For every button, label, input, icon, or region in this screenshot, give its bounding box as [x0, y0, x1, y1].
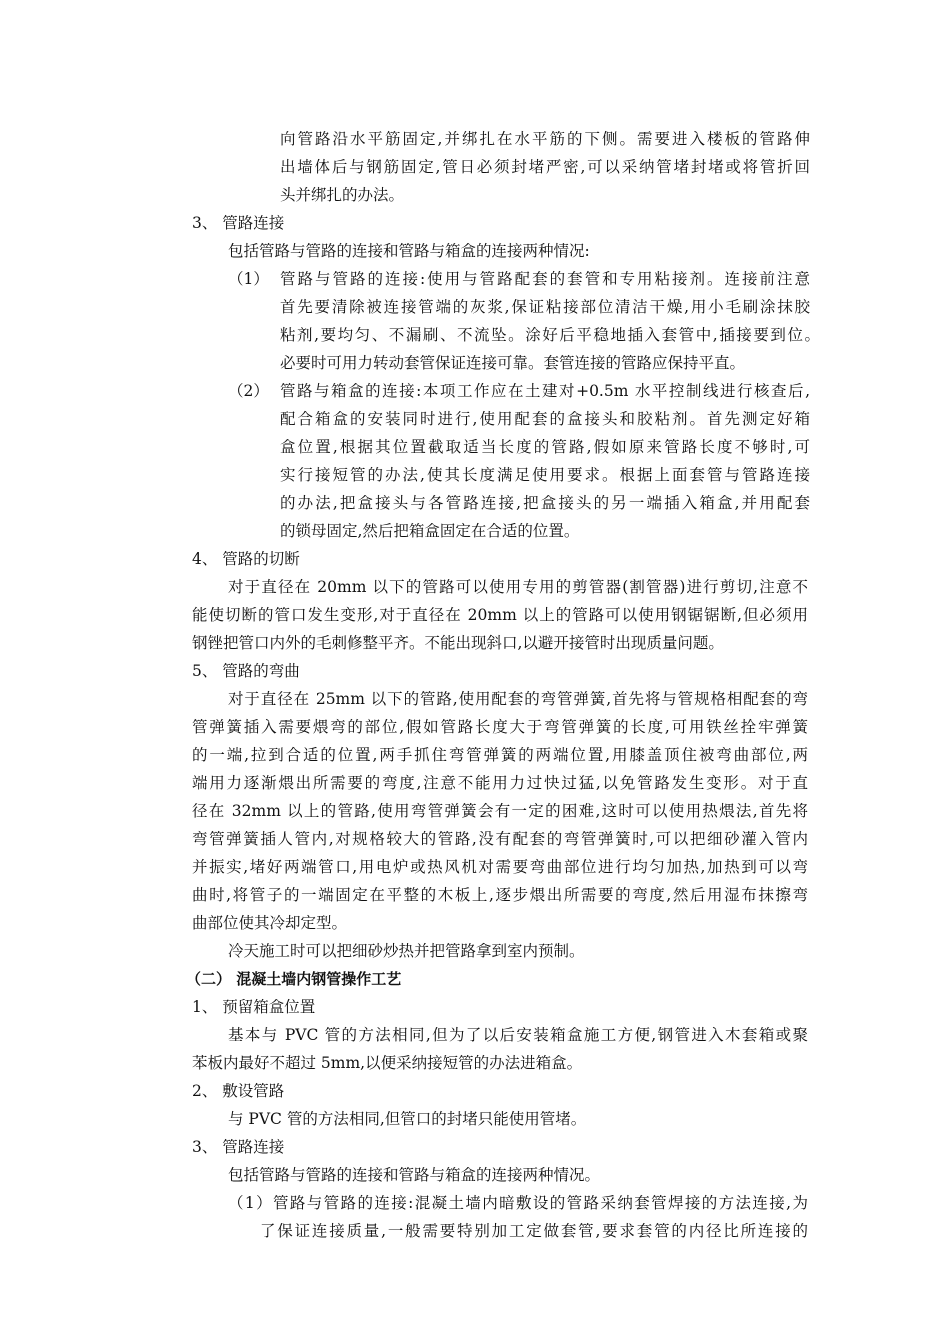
text-line: 弯管弹簧插人管内,对规格较大的管路,没有配套的弯管弹簧时,可以把细砂灌入管内 — [192, 830, 808, 848]
text-line: 冷天施工时可以把细砂炒热并把管路拿到室内预制。 — [228, 942, 585, 960]
text-line: 首先要清除被连接管端的灰浆,保证粘接部位清洁干燥,用小毛刷涂抹胶 — [280, 298, 810, 316]
text-line: 盒位置,根据其位置截取适当长度的管路,假如原来管路长度不够时,可 — [280, 438, 810, 456]
text-line: 实行接短管的办法,使其长度满足使用要求。根据上面套管与管路连接 — [280, 466, 810, 484]
text-line: 管弹簧插入需要煨弯的部位,假如管路长度大于弯管弹簧的长度,可用铁丝拴牢弹簧 — [192, 718, 808, 736]
text-line: 粘剂,要均匀、不漏刷、不流坠。涂好后平稳地插入套管中,插接要到位。 — [280, 326, 820, 344]
text-line: 径在 32mm 以上的管路,使用弯管弹簧会有一定的困难,这时可以使用热煨法,首先将 — [192, 802, 808, 820]
text-line: 苯板内最好不超过 5mm,以便采纳接短管的办法进箱盒。 — [192, 1054, 583, 1072]
text-line: 配合箱盒的安装同时进行,使用配套的盒接头和胶粘剂。首先测定好箱 — [280, 410, 810, 428]
chapter-heading: （二） 混凝土墙内钢管操作工艺 — [186, 970, 402, 988]
text-line: 能使切断的管口发生变形,对于直径在 20mm 以上的管路可以使用钢锯锯断,但必须用 — [192, 606, 808, 624]
section-heading: 4、 管路的切断 — [192, 550, 300, 568]
text-line: 并振实,堵好两端管口,用电炉或热风机对需要弯曲部位进行均匀加热,加热到可以弯 — [192, 858, 808, 876]
text-line: 了保证连接质量,一般需要特别加工定做套管,要求套管的内径比所连接的 — [260, 1222, 808, 1240]
section-heading: 3、 管路连接 — [192, 1138, 285, 1156]
text-line: 对于直径在 20mm 以下的管路可以使用专用的剪管器(割管器)进行剪切,注意不 — [228, 578, 808, 596]
text-line: 的办法,把盒接头与各管路连接,把盒接头的另一端插入箱盒,并用配套 — [280, 494, 810, 512]
section-heading: 2、 敷设管路 — [192, 1082, 285, 1100]
text-line: （1）管路与管路的连接:混凝土墙内暗敷设的管路采纳套管焊接的方法连接,为 — [228, 1194, 808, 1212]
text-line: 管路与管路的连接:使用与管路配套的套管和专用粘接剂。连接前注意 — [280, 270, 810, 288]
text-line: 曲时,将管子的一端固定在平整的木板上,逐步煨出所需要的弯度,然后用湿布抹擦弯 — [192, 886, 808, 904]
text-line: 的锁母固定,然后把箱盒固定在合适的位置。 — [280, 522, 580, 540]
text-line: 曲部位使其冷却定型。 — [192, 914, 348, 932]
text-line: 出墙体后与钢筋固定,管日必须封堵严密,可以采纳管堵封堵或将管折回 — [280, 158, 810, 176]
list-marker: （1） — [228, 270, 269, 288]
text-line: 的一端,拉到合适的位置,两手抓住弯管弹簧的两端位置,用膝盖顶住被弯曲部位,两 — [192, 746, 808, 764]
section-heading: 1、 预留箱盒位置 — [192, 998, 316, 1016]
text-line: 端用力逐渐煨出所需要的弯度,注意不能用力过快过猛,以免管路发生变形。对于直 — [192, 774, 808, 792]
text-line: 头并绑扎的办法。 — [280, 186, 405, 204]
text-line: 包括管路与管路的连接和管路与箱盒的连接两种情况: — [228, 242, 590, 260]
text-line: 与 PVC 管的方法相同,但管口的封堵只能使用管堵。 — [228, 1110, 587, 1128]
text-line: 包括管路与管路的连接和管路与箱盒的连接两种情况。 — [228, 1166, 601, 1184]
section-heading: 3、 管路连接 — [192, 214, 285, 232]
text-line: 管路与箱盒的连接:本项工作应在土建对+0.5m 水平控制线进行核查后, — [280, 382, 810, 400]
text-line: 向管路沿水平筋固定,并绑扎在水平筋的下侧。需要进入楼板的管路伸 — [280, 130, 810, 148]
section-heading: 5、 管路的弯曲 — [192, 662, 300, 680]
text-line: 钢锉把管口内外的毛刺修整平齐。不能出现斜口,以避开接管时出现质量问题。 — [192, 634, 724, 652]
text-line: 基本与 PVC 管的方法相同,但为了以后安装箱盒施工方便,钢管进入木套箱或聚 — [228, 1026, 808, 1044]
list-marker: （2） — [228, 382, 269, 400]
text-line: 必要时可用力转动套管保证连接可靠。套管连接的管路应保持平直。 — [280, 354, 746, 372]
text-line: 对于直径在 25mm 以下的管路,使用配套的弯管弹簧,首先将与管规格相配套的弯 — [228, 690, 808, 708]
